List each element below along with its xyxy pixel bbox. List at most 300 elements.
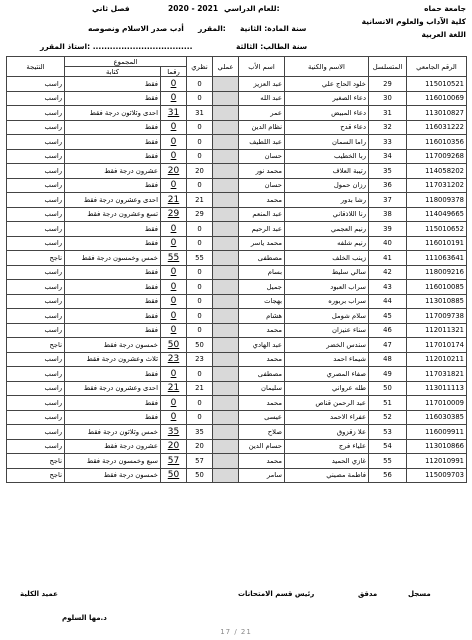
total-words-cell: فقط (65, 396, 161, 411)
theory-cell: 0 (187, 222, 213, 237)
serial-cell: 31 (369, 106, 407, 121)
result-cell: ناجح (7, 454, 65, 469)
total-words-cell: فقط (65, 294, 161, 309)
theory-cell: 0 (187, 236, 213, 251)
theory-cell: 21 (187, 381, 213, 396)
father-name-cell: عبد المنعم (239, 207, 285, 222)
total-digits-cell: 29 (161, 207, 187, 222)
father-name-cell: محمد (239, 454, 285, 469)
student-id-cell: 113010866 (407, 439, 467, 454)
result-cell: ناجح (7, 468, 65, 483)
student-name-cell: رنا اللاذقاني (285, 207, 369, 222)
col-total: المجموع (65, 57, 187, 67)
faculty-name: كلية الآداب والعلوم الانسانية (361, 17, 466, 26)
total-words-cell: عشرون درجة فقط (65, 439, 161, 454)
table-row (7, 280, 467, 295)
total-digits-cell: 31 (161, 106, 187, 121)
student-name-cell: راما السمان (285, 135, 369, 150)
result-cell: راسب (7, 193, 65, 208)
serial-cell: 44 (369, 294, 407, 309)
student-name-cell: رنيم شلفه (285, 236, 369, 251)
father-name-cell: محمد (239, 352, 285, 367)
total-digits-cell: 21 (161, 193, 187, 208)
theory-cell: 20 (187, 439, 213, 454)
theory-cell: 0 (187, 265, 213, 280)
total-words-cell: عشرون درجة فقط (65, 164, 161, 179)
student-id-cell: 115010652 (407, 222, 467, 237)
practical-cell (213, 352, 239, 367)
student-name-cell: سراب بربوره (285, 294, 369, 309)
father-name-cell: محمد (239, 396, 285, 411)
serial-cell: 35 (369, 164, 407, 179)
academic-year: 2020 - 2021 (168, 4, 219, 13)
table-row (7, 207, 467, 222)
father-name-cell: محمد نور (239, 164, 285, 179)
student-id-cell: 116010191 (407, 236, 467, 251)
total-words-cell: خمس وثلاثون درجة فقط (65, 425, 161, 440)
theory-cell: 23 (187, 352, 213, 367)
total-words-cell: خمس وخمسون درجة فقط (65, 251, 161, 266)
student-id-cell: 116010085 (407, 280, 467, 295)
father-name-cell: مصطفى (239, 251, 285, 266)
serial-cell: 50 (369, 381, 407, 396)
student-name-cell: دعاء الصغير (285, 91, 369, 106)
total-digits-cell: 23 (161, 352, 187, 367)
serial-cell: 51 (369, 396, 407, 411)
result-cell: ناجح (7, 338, 65, 353)
result-cell: راسب (7, 91, 65, 106)
dean-label: عميد الكلية (20, 590, 58, 598)
student-id-cell: 117010009 (407, 396, 467, 411)
total-digits-cell: 50 (161, 468, 187, 483)
student-name-cell: خلود الحاج علي (285, 77, 369, 92)
result-cell: راسب (7, 164, 65, 179)
total-words-cell: فقط (65, 236, 161, 251)
table-row (7, 120, 467, 135)
table-row (7, 352, 467, 367)
table-row (7, 410, 467, 425)
practical-cell (213, 77, 239, 92)
serial-cell: 45 (369, 309, 407, 324)
total-digits-cell: 0 (161, 91, 187, 106)
result-cell: راسب (7, 149, 65, 164)
practical-cell (213, 396, 239, 411)
student-name-cell: دعاء المبيض (285, 106, 369, 121)
student-name-cell: غازي الحميد (285, 454, 369, 469)
father-name-cell: محمد (239, 323, 285, 338)
col-father: اسم الأب (239, 57, 285, 77)
result-cell: راسب (7, 410, 65, 425)
result-cell: راسب (7, 265, 65, 280)
theory-cell: 0 (187, 396, 213, 411)
total-digits-cell: 0 (161, 236, 187, 251)
academic-year-label: للعام الدراسي: (224, 4, 280, 13)
student-name-cell: رشا بدور (285, 193, 369, 208)
student-year: سنة الطالب: الثالثة (236, 42, 308, 51)
practical-cell (213, 178, 239, 193)
practical-cell (213, 91, 239, 106)
father-name-cell: عبد الرحيم (239, 222, 285, 237)
total-digits-cell: 21 (161, 381, 187, 396)
col-serial: المتسلسل (369, 57, 407, 77)
practical-cell (213, 338, 239, 353)
student-id-cell: 112011321 (407, 323, 467, 338)
student-id-cell: 111063641 (407, 251, 467, 266)
student-name-cell: رزان حمول (285, 178, 369, 193)
student-id-cell: 112010991 (407, 454, 467, 469)
student-name-cell: دعاء قدح (285, 120, 369, 135)
result-cell: راسب (7, 367, 65, 382)
table-row (7, 135, 467, 150)
father-name-cell: هشام (239, 309, 285, 324)
theory-cell: 50 (187, 468, 213, 483)
student-id-cell: 113011113 (407, 381, 467, 396)
practical-cell (213, 280, 239, 295)
table-row (7, 193, 467, 208)
student-id-cell: 118009216 (407, 265, 467, 280)
practical-cell (213, 323, 239, 338)
theory-cell: 0 (187, 120, 213, 135)
total-digits-cell: 50 (161, 338, 187, 353)
practical-cell (213, 120, 239, 135)
table-row (7, 294, 467, 309)
student-id-cell: 117010174 (407, 338, 467, 353)
theory-cell: 55 (187, 251, 213, 266)
table-row (7, 106, 467, 121)
serial-cell: 39 (369, 222, 407, 237)
student-id-cell: 114058202 (407, 164, 467, 179)
result-cell: راسب (7, 309, 65, 324)
serial-cell: 30 (369, 91, 407, 106)
student-name-cell: سناء عنيزان (285, 323, 369, 338)
total-words-cell: فقط (65, 77, 161, 92)
total-digits-cell: 0 (161, 178, 187, 193)
total-words-cell: فقط (65, 280, 161, 295)
result-cell: راسب (7, 120, 65, 135)
practical-cell (213, 468, 239, 483)
practical-cell (213, 454, 239, 469)
student-id-cell: 116031222 (407, 120, 467, 135)
practical-cell (213, 236, 239, 251)
total-words-cell: خمسون درجة فقط (65, 468, 161, 483)
total-words-cell: فقط (65, 149, 161, 164)
serial-cell: 34 (369, 149, 407, 164)
grades-table (6, 56, 467, 483)
serial-cell: 36 (369, 178, 407, 193)
total-digits-cell: 0 (161, 309, 187, 324)
result-cell: راسب (7, 280, 65, 295)
practical-cell (213, 222, 239, 237)
total-digits-cell: 0 (161, 149, 187, 164)
total-words-cell: فقط (65, 135, 161, 150)
result-cell: راسب (7, 294, 65, 309)
total-words-cell: فقط (65, 410, 161, 425)
total-digits-cell: 0 (161, 367, 187, 382)
student-name-cell: رتيبة العلاف (285, 164, 369, 179)
practical-cell (213, 439, 239, 454)
semester: فصل ثاني (92, 4, 130, 13)
practical-cell (213, 207, 239, 222)
total-digits-cell: 0 (161, 410, 187, 425)
table-row (7, 236, 467, 251)
table-row (7, 381, 467, 396)
student-id-cell: 116030385 (407, 410, 467, 425)
col-id: الرقم الجامعي (407, 57, 467, 77)
total-words-cell: احدى وثلاثون درجة فقط (65, 106, 161, 121)
total-digits-cell: 20 (161, 439, 187, 454)
university-name: جامعة حماه (424, 4, 466, 13)
total-digits-cell: 0 (161, 323, 187, 338)
serial-cell: 29 (369, 77, 407, 92)
serial-cell: 49 (369, 367, 407, 382)
serial-cell: 46 (369, 323, 407, 338)
table-row (7, 149, 467, 164)
department-name: اللغة العربية (421, 30, 466, 39)
theory-cell: 0 (187, 309, 213, 324)
result-cell: راسب (7, 396, 65, 411)
serial-cell: 56 (369, 468, 407, 483)
serial-cell: 38 (369, 207, 407, 222)
student-id-cell: 113010827 (407, 106, 467, 121)
table-row (7, 468, 467, 483)
theory-cell: 31 (187, 106, 213, 121)
theory-cell: 0 (187, 77, 213, 92)
student-name-cell: علا زقزوق (285, 425, 369, 440)
serial-cell: 55 (369, 454, 407, 469)
practical-cell (213, 367, 239, 382)
col-total-words: كتابة (65, 67, 161, 77)
page-indicator: 17 / 21 (220, 628, 252, 636)
result-cell: راسب (7, 236, 65, 251)
recorder-label: مسجل (408, 590, 431, 598)
subject-year: سنة المادة: الثانية (240, 24, 307, 33)
table-row (7, 439, 467, 454)
total-digits-cell: 57 (161, 454, 187, 469)
practical-cell (213, 309, 239, 324)
exams-head-label: رئيس قسم الامتحانات (238, 590, 315, 598)
table-row (7, 367, 467, 382)
theory-cell: 20 (187, 164, 213, 179)
theory-cell: 0 (187, 294, 213, 309)
theory-cell: 0 (187, 280, 213, 295)
practical-cell (213, 164, 239, 179)
total-digits-cell: 0 (161, 280, 187, 295)
table-row (7, 77, 467, 92)
theory-cell: 0 (187, 135, 213, 150)
father-name-cell: عبد اللطيف (239, 135, 285, 150)
father-name-cell: عبد الله (239, 91, 285, 106)
practical-cell (213, 425, 239, 440)
student-id-cell: 116009911 (407, 425, 467, 440)
table-row (7, 164, 467, 179)
father-name-cell: عيسى (239, 410, 285, 425)
student-id-cell: 117009738 (407, 309, 467, 324)
total-digits-cell: 55 (161, 251, 187, 266)
total-words-cell: تسع وعشرون درجة فقط (65, 207, 161, 222)
total-words-cell: فقط (65, 120, 161, 135)
col-total-digits: رقما (161, 67, 187, 77)
student-id-cell: 117009268 (407, 149, 467, 164)
theory-cell: 50 (187, 338, 213, 353)
result-cell: راسب (7, 207, 65, 222)
father-name-cell: عمر (239, 106, 285, 121)
total-digits-cell: 0 (161, 265, 187, 280)
total-words-cell: فقط (65, 222, 161, 237)
practical-cell (213, 135, 239, 150)
serial-cell: 53 (369, 425, 407, 440)
student-id-cell: 118009378 (407, 193, 467, 208)
theory-cell: 0 (187, 178, 213, 193)
course-label: المقرر: (198, 24, 226, 33)
father-name-cell: حسام الدين (239, 439, 285, 454)
theory-cell: 0 (187, 367, 213, 382)
father-name-cell: سامر (239, 468, 285, 483)
total-digits-cell: 0 (161, 120, 187, 135)
serial-cell: 40 (369, 236, 407, 251)
serial-cell: 37 (369, 193, 407, 208)
total-words-cell: احدى وعشرون درجة فقط (65, 193, 161, 208)
theory-cell: 21 (187, 193, 213, 208)
student-id-cell: 113010885 (407, 294, 467, 309)
total-words-cell: فقط (65, 367, 161, 382)
table-row (7, 323, 467, 338)
student-id-cell: 112010211 (407, 352, 467, 367)
total-digits-cell: 0 (161, 396, 187, 411)
table-row (7, 338, 467, 353)
student-id-cell: 114049665 (407, 207, 467, 222)
table-row (7, 222, 467, 237)
total-words-cell: فقط (65, 178, 161, 193)
checker-label: مدقق (358, 590, 378, 598)
table-row (7, 178, 467, 193)
result-cell: راسب (7, 135, 65, 150)
father-name-cell: بهجات (239, 294, 285, 309)
practical-cell (213, 149, 239, 164)
practical-cell (213, 410, 239, 425)
father-name-cell: نظام الدين (239, 120, 285, 135)
student-name-cell: صفاء المصري (285, 367, 369, 382)
student-id-cell: 117031821 (407, 367, 467, 382)
result-cell: راسب (7, 178, 65, 193)
col-practical: عملي (213, 57, 239, 77)
total-digits-cell: 0 (161, 294, 187, 309)
student-name-cell: عفراء الاحمد (285, 410, 369, 425)
student-name-cell: فاطمة مصيني (285, 468, 369, 483)
total-words-cell: سبع وخمسون درجة فقط (65, 454, 161, 469)
student-id-cell: 115009703 (407, 468, 467, 483)
practical-cell (213, 193, 239, 208)
table-row (7, 454, 467, 469)
total-words-cell: فقط (65, 91, 161, 106)
total-words-cell: احدى وعشرون درجة فقط (65, 381, 161, 396)
total-digits-cell: 0 (161, 77, 187, 92)
student-name-cell: زينب الخلف (285, 251, 369, 266)
total-words-cell: ثلاث وعشرون درجة فقط (65, 352, 161, 367)
result-cell: راسب (7, 352, 65, 367)
practical-cell (213, 381, 239, 396)
practical-cell (213, 265, 239, 280)
father-name-cell: بسام (239, 265, 285, 280)
serial-cell: 41 (369, 251, 407, 266)
col-theory: نظري (187, 57, 213, 77)
theory-cell: 29 (187, 207, 213, 222)
total-digits-cell: 0 (161, 135, 187, 150)
practical-cell (213, 251, 239, 266)
practical-cell (213, 294, 239, 309)
student-name-cell: سراب العبود (285, 280, 369, 295)
father-name-cell: صلاح (239, 425, 285, 440)
practical-cell (213, 106, 239, 121)
student-name-cell: سالي سليط (285, 265, 369, 280)
result-cell: راسب (7, 439, 65, 454)
serial-cell: 32 (369, 120, 407, 135)
serial-cell: 54 (369, 439, 407, 454)
table-header-row (7, 57, 467, 67)
serial-cell: 42 (369, 265, 407, 280)
total-digits-cell: 0 (161, 222, 187, 237)
total-digits-cell: 35 (161, 425, 187, 440)
student-name-cell: طله عرواني (285, 381, 369, 396)
total-digits-cell: 20 (161, 164, 187, 179)
student-name-cell: علياء فرج (285, 439, 369, 454)
total-words-cell: خمسون درجة فقط (65, 338, 161, 353)
student-name-cell: سلام شومل (285, 309, 369, 324)
student-id-cell: 115010521 (407, 77, 467, 92)
theory-cell: 0 (187, 149, 213, 164)
father-name-cell: عبد العزيز (239, 77, 285, 92)
theory-cell: 0 (187, 410, 213, 425)
serial-cell: 47 (369, 338, 407, 353)
father-name-cell: حسان (239, 178, 285, 193)
student-name-cell: سندس الخضر (285, 338, 369, 353)
student-id-cell: 116010069 (407, 91, 467, 106)
table-row (7, 91, 467, 106)
total-words-cell: فقط (65, 309, 161, 324)
serial-cell: 43 (369, 280, 407, 295)
table-row (7, 309, 467, 324)
instructor: استاذ المقرر: ................................... (40, 42, 193, 51)
student-id-cell: 117031202 (407, 178, 467, 193)
total-words-cell: فقط (65, 323, 161, 338)
total-words-cell: فقط (65, 265, 161, 280)
table-row (7, 265, 467, 280)
result-cell: راسب (7, 106, 65, 121)
father-name-cell: عبد الهادي (239, 338, 285, 353)
course-name: أدب صدر الاسلام ونصوصه (88, 24, 184, 33)
father-name-cell: محمد ياسر (239, 236, 285, 251)
result-cell: راسب (7, 77, 65, 92)
theory-cell: 57 (187, 454, 213, 469)
theory-cell: 0 (187, 323, 213, 338)
student-name-cell: رنيم العجمي (285, 222, 369, 237)
result-cell: راسب (7, 323, 65, 338)
table-row (7, 425, 467, 440)
father-name-cell: محمد (239, 193, 285, 208)
father-name-cell: حسان (239, 149, 285, 164)
result-cell: راسب (7, 381, 65, 396)
col-name: الاسم والكنية (285, 57, 369, 77)
result-cell: راسب (7, 222, 65, 237)
col-result: النتيجة (7, 57, 65, 77)
result-cell: راسب (7, 425, 65, 440)
father-name-cell: سليمان (239, 381, 285, 396)
theory-cell: 35 (187, 425, 213, 440)
result-cell: ناجح (7, 251, 65, 266)
student-name-cell: عبد الرحمن قناص (285, 396, 369, 411)
dean-name: د.مها السلوم (62, 614, 107, 622)
serial-cell: 33 (369, 135, 407, 150)
theory-cell: 0 (187, 91, 213, 106)
